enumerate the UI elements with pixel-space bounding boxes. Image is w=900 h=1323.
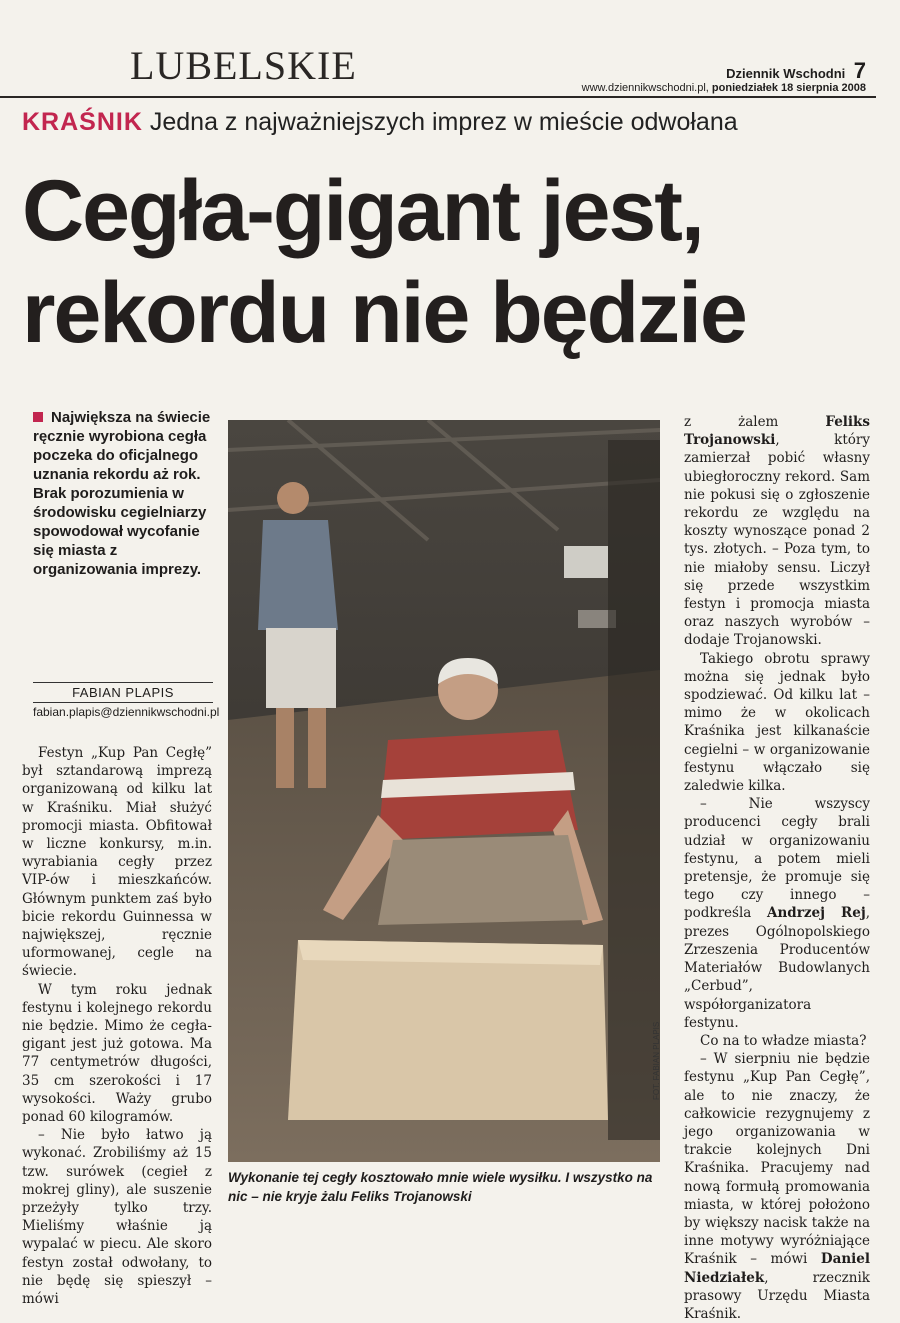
photo-illustration [228,420,660,1162]
header-rule [0,96,876,98]
person-name: Andrzej Rej [766,905,866,922]
body-paragraph: Festyn „Kup Pan Cegłę” był sztandarową imprezą organizowaną od kilku lat w Kraśniku. Miał służyć promocji miasta. Obfitował w liczne konkursy, m.in. wyrabiania cegły przez VIP-ów i mieszkańców. Głównym punktem zaś było bicie rekordu Guinnessa w największej, ręcznie uformowanej, cegle na świecie. [22,745,212,980]
kicker [22,108,738,137]
author-email: fabian.plapis@dziennikwschodni.pl [33,702,213,719]
person-name: Feliks Trojanowski [684,414,870,449]
body-paragraph: z żalem Feliks Trojanowski, który zamierzał pobić własny ubiegłoroczny rekord. Sam nie pokusi się o zgłoszenie rekordu ze względu na koszty wynoszące ponad 2 tys. złotych. – Poza tym, to nie miałoby sensu. Liczył się przede wszystkim festyn i promocja miasta oraz naszych wyrobów – dodaje Trojanowski. [684,414,870,649]
lead-text: Największa na świecie ręcznie wyrobiona cegła poczeka do oficjalnego uznania rekordu aż rok. Brak porozumienia w środowisku cegielniarzy spowodował wycofanie się miasta z organizowania imprezy. [33,409,211,578]
kicker-place: KRAŚNIK [22,108,143,136]
byline [33,682,220,719]
photo-credit: FOT. FABIAN PLAPIS [652,1021,661,1100]
body-column-right [684,413,870,1323]
headline-line-1: Cegła-gigant jest, [22,163,703,259]
body-paragraph: – Nie wszyscy producenci cegły brali udział w organizowaniu festynu, a potem mieli pretensje, że promuje się tego czy innego – podkreśla Andrzej Rej, prezes Ogólnopolskiego Zrzeszenia Producentów Materiałów Budowlanych „Cerbud”, współorganizatora festynu. [684,796,871,1031]
kicker-dek: Jedna z najważniejszych imprez w mieście odwołana [149,108,738,136]
paper-name: Dziennik Wschodni [726,66,846,81]
bullet-square-icon [33,412,43,422]
masthead: Dziennik Wschodni 7 www.dziennikwschodni.pl, poniedziałek 18 sierpnia 2008 [581,58,866,94]
body-paragraph: W tym roku jednak festynu i kolejnego rekordu nie będzie. Mimo że cegła-gigant jest już gotowa. Ma 77 centymetrów długości, 35 cm szerokości i 17 wysokości. Waży grubo ponad 60 kilogramów. [22,981,212,1126]
body-paragraph: – W sierpniu nie będzie festynu „Kup Pan Cegłę”, ale to nie znaczy, że całkowicie rezygnujemy z jego organizowania w trakcie kolejnych Dni Kraśnika. Pracujemy nad nową formułą promowania miasta, w której położono by większy nacisk także na inne motywy wyróżniające Kraśnik – mówi Daniel Niedziałek, rzecznik prasowy Urzędu Miasta Kraśnik. [684,1051,870,1322]
lead-paragraph [33,408,213,579]
body-paragraph: Takiego obrotu sprawy można się jednak było spodziewać. Od kilku lat – mimo że w okolicach Kraśnika jest kilkanaście cegielni – w organizowanie festynu włączało się zaledwie kilka. [684,650,870,795]
article-photo [228,420,660,1162]
section-title: LUBELSKIE [130,43,357,88]
website: www.dziennikwschodni.pl [581,82,706,94]
issue-date: poniedziałek 18 sierpnia 2008 [711,82,866,94]
person-name: Daniel Niedziałek [684,1251,870,1286]
photo-caption: Wykonanie tej cegły kosztowało mnie wiele wysiłku. I wszystko na nic – nie kryje żalu Feliks Trojanowski [228,1170,653,1204]
body-paragraph: Co na to władze miasta? [700,1032,867,1049]
body-paragraph: – Nie było łatwo ją wykonać. Zrobiliśmy aż 15 tzw. surówek (cegieł z mokrej gliny), ale suszenie przeżyły tylko trzy. Mieliśmy właśnie ją wypalać w piecu. Ale skoro festyn został odwołany, to nie będę się spieszył – mówi [22,1127,212,1308]
author-name: FABIAN PLAPIS [72,685,174,700]
headline-line-2: rekordu nie będzie [22,265,746,361]
headline [22,160,872,364]
page-number: 7 [853,58,866,83]
body-column-left [22,744,212,1308]
